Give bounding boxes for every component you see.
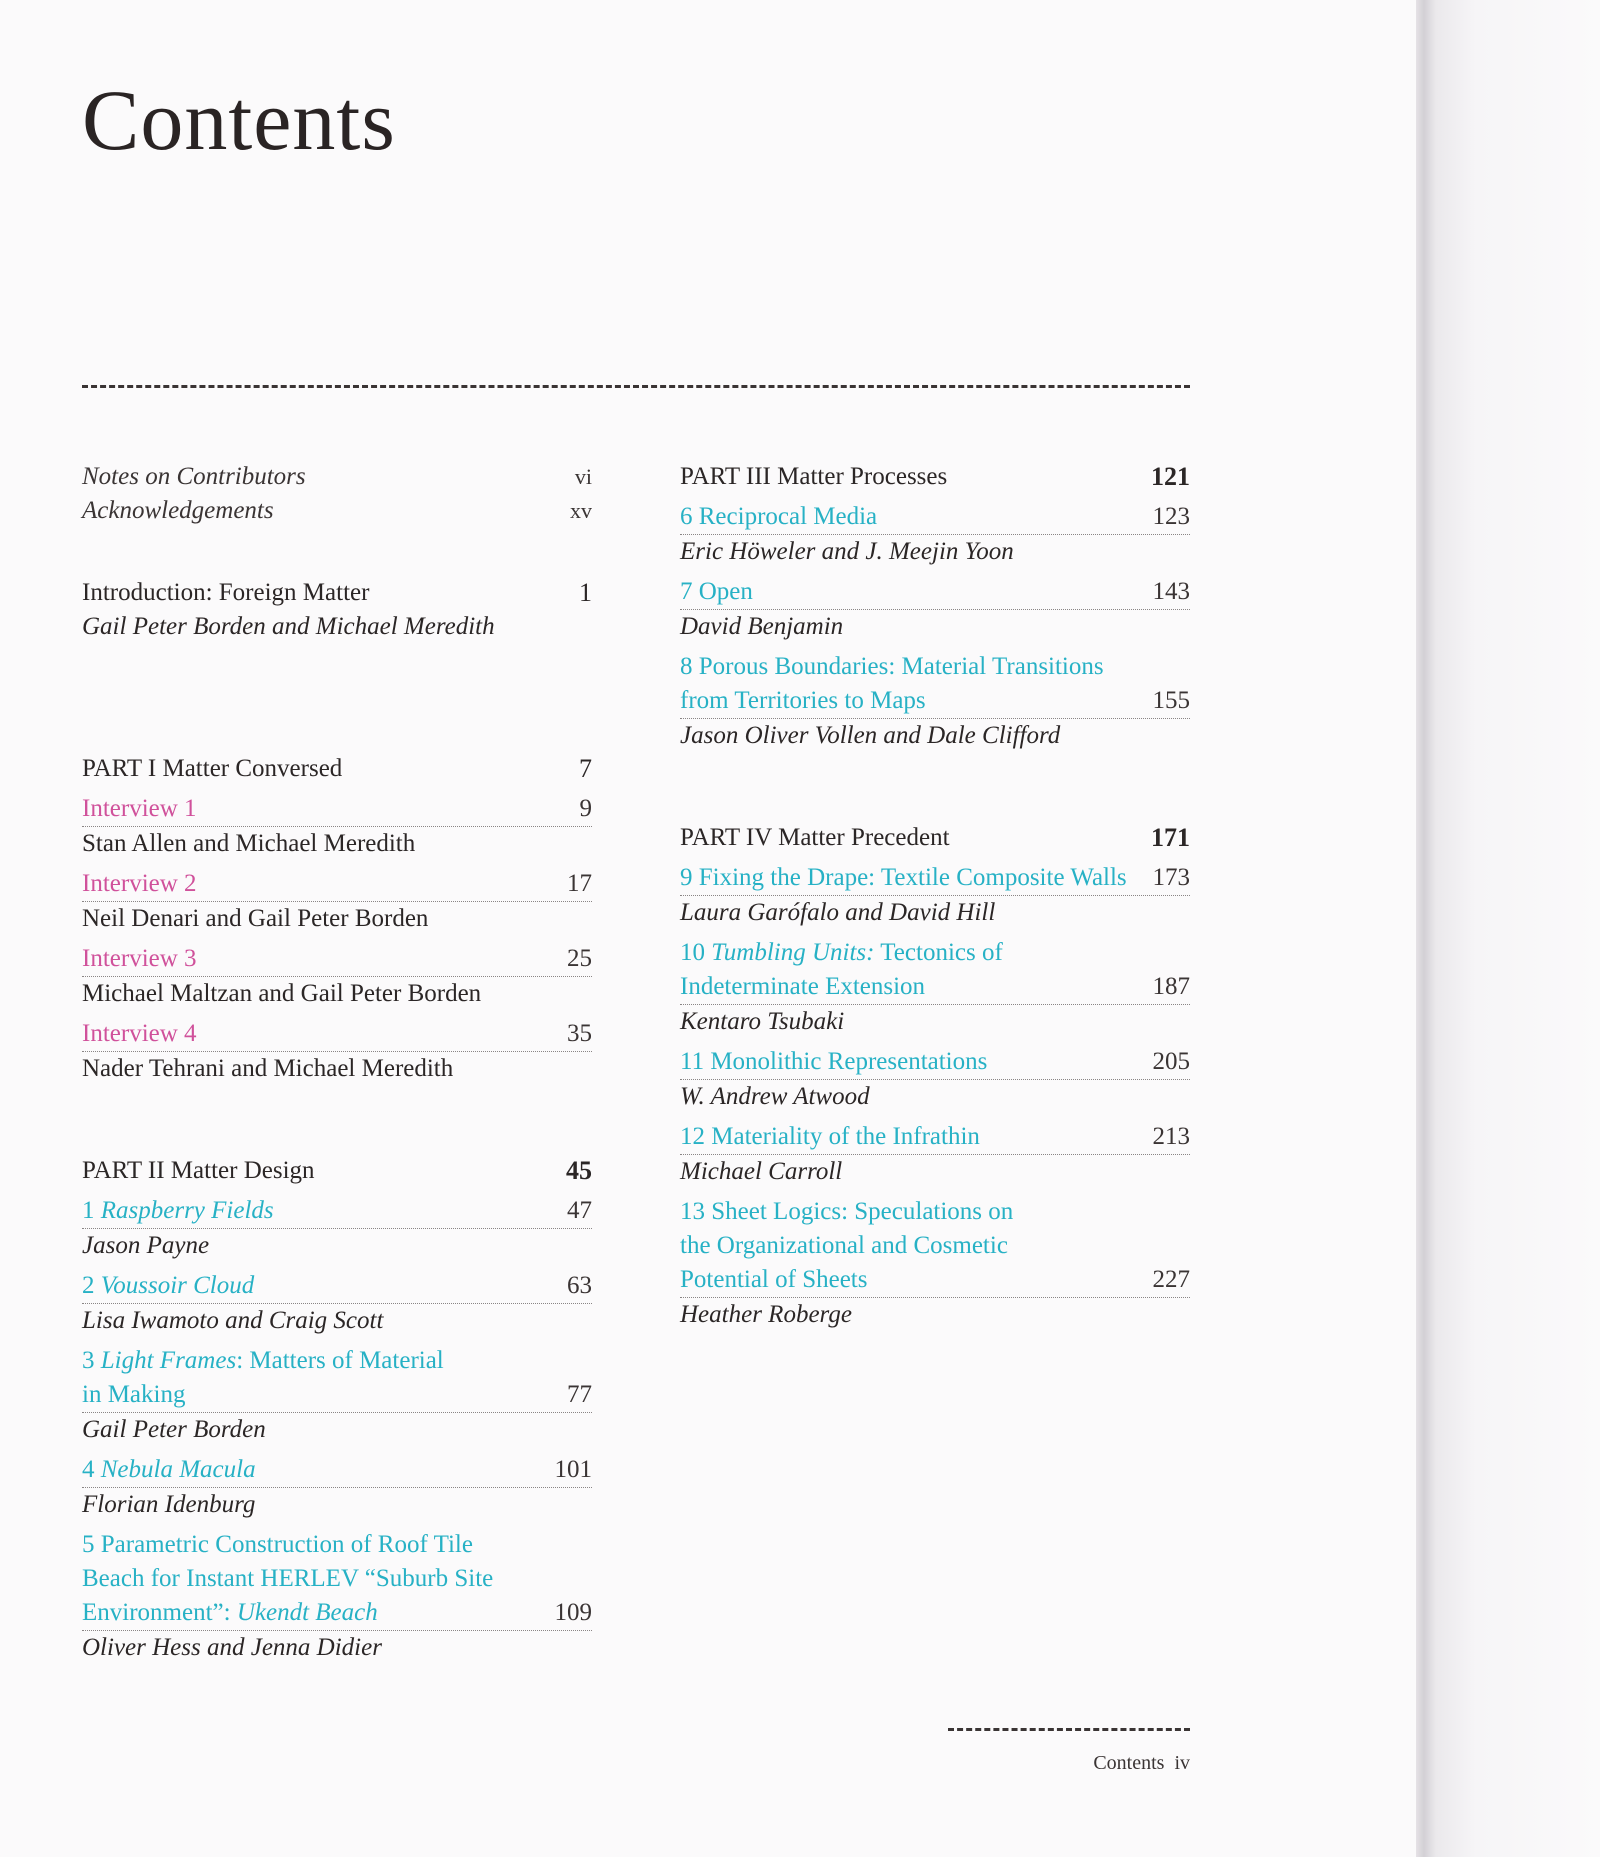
entry-title: Light Frames (100, 1347, 237, 1374)
entry-title: Tumbling Units: (711, 939, 875, 966)
part-title: PART III Matter Processes (680, 463, 948, 490)
toc-entry[interactable] (680, 500, 1190, 535)
toc-entry[interactable] (82, 1269, 592, 1304)
entry-title: 12 Materiality of the Infrathin (680, 1123, 980, 1150)
chapter-number: 10 (680, 939, 705, 966)
page-number: 63 (567, 1272, 592, 1299)
page-number: 187 (1152, 973, 1190, 1000)
entry-title: Interview 1 (82, 795, 197, 822)
part-title: PART I Matter Conversed (82, 755, 343, 782)
page-number: 155 (1152, 687, 1190, 714)
entry-title: 9 Fixing the Drape: Textile Composite Walls (680, 864, 1127, 891)
front-matter-item[interactable] (82, 460, 592, 494)
page-number: vi (574, 464, 592, 489)
entry-title: Introduction: Foreign Matter (82, 579, 370, 606)
entry-author: Heather Roberge (680, 1301, 852, 1328)
part-title: PART II Matter Design (82, 1157, 315, 1184)
entry-author: Jason Payne (82, 1232, 210, 1259)
page-number: 109 (554, 1599, 592, 1626)
toc-entry[interactable] (82, 1528, 592, 1631)
page-number: 9 (579, 795, 592, 822)
toc-entry[interactable] (82, 1453, 592, 1488)
entry-title: Raspberry Fields (100, 1197, 274, 1224)
entry-title-rest: : Matters of Material (236, 1347, 444, 1374)
front-matter-label: Acknowledgements (82, 497, 274, 524)
page-number: 1 (579, 578, 592, 607)
toc-entry[interactable] (82, 1017, 592, 1052)
entry-title-rest: Beach for Instant HERLEV “Suburb Site (82, 1565, 494, 1592)
chapter-number: 2 (82, 1272, 95, 1299)
entry-title-rest: Potential of Sheets (680, 1266, 868, 1293)
front-matter-label: Notes on Contributors (82, 463, 306, 490)
entry-title: Interview 3 (82, 945, 197, 972)
entry-title: 11 Monolithic Representations (680, 1048, 988, 1075)
toc-entry[interactable] (680, 650, 1190, 719)
entry-title-rest: in Making (82, 1381, 186, 1408)
entry-title: 6 Reciprocal Media (680, 503, 878, 530)
page-number: xv (570, 498, 592, 523)
page-number: 213 (1152, 1123, 1190, 1150)
toc-entry[interactable] (82, 867, 592, 902)
entry-title-rest: from Territories to Maps (680, 687, 926, 714)
footer-label: Contents (1093, 1752, 1165, 1774)
book-spine-shadow (1416, 0, 1600, 1857)
entry-author: Kentaro Tsubaki (680, 1008, 845, 1035)
entry-author: Neil Denari and Gail Peter Borden (82, 905, 429, 932)
divider-top (82, 385, 1190, 388)
page-number: 47 (567, 1197, 592, 1224)
entry-title-rest: the Organizational and Cosmetic (680, 1232, 1008, 1259)
page-number: 227 (1152, 1266, 1190, 1293)
entry-author: Laura Garófalo and David Hill (680, 899, 996, 926)
toc-entry[interactable] (680, 1195, 1190, 1298)
page-number: 205 (1152, 1048, 1190, 1075)
contents-column-right (680, 460, 1190, 1332)
part-heading[interactable] (82, 1154, 592, 1188)
page-number: 17 (567, 870, 592, 897)
chapter-number: 4 (82, 1456, 95, 1483)
chapter-number: 3 (82, 1347, 95, 1374)
entry-title: 8 Porous Boundaries: Material Transitions (680, 653, 1104, 680)
entry-author: Nader Tehrani and Michael Meredith (82, 1055, 454, 1082)
page-number: 25 (567, 945, 592, 972)
toc-entry[interactable] (680, 861, 1190, 896)
page-number: 121 (1151, 462, 1190, 491)
toc-entry[interactable] (680, 1045, 1190, 1080)
entry-title-rest: Tectonics of (874, 939, 1003, 966)
entry-title-italic: Ukendt Beach (236, 1599, 378, 1626)
entry-title: Nebula Macula (100, 1456, 256, 1483)
entry-author: Jason Oliver Vollen and Dale Clifford (680, 722, 1061, 749)
entry-author: Gail Peter Borden (82, 1416, 266, 1443)
entry-author: Michael Carroll (680, 1158, 843, 1185)
part-heading[interactable] (680, 460, 1190, 494)
page-number: 171 (1151, 823, 1190, 852)
entry-author: Gail Peter Borden and Michael Meredith (82, 613, 495, 640)
entry-title: Interview 4 (82, 1020, 197, 1047)
contents-column-left (82, 460, 592, 1665)
entry-author: W. Andrew Atwood (680, 1083, 870, 1110)
page-number: 45 (566, 1156, 592, 1185)
introduction-entry[interactable] (82, 576, 592, 644)
entry-title-rest: Environment”: (82, 1599, 237, 1626)
part-title: PART IV Matter Precedent (680, 824, 950, 851)
entry-author: Stan Allen and Michael Meredith (82, 830, 416, 857)
entry-title: 13 Sheet Logics: Speculations on (680, 1198, 1014, 1225)
toc-entry[interactable] (82, 1194, 592, 1229)
entry-author: Oliver Hess and Jenna Didier (82, 1634, 382, 1661)
page-number: 7 (579, 754, 592, 783)
part-heading[interactable] (680, 821, 1190, 855)
toc-entry[interactable] (82, 1344, 592, 1413)
front-matter-item[interactable] (82, 494, 592, 528)
entry-author: Lisa Iwamoto and Craig Scott (82, 1307, 384, 1334)
divider-footer (948, 1728, 1190, 1731)
toc-entry[interactable] (82, 942, 592, 977)
entry-title: Interview 2 (82, 870, 197, 897)
page-number: 143 (1152, 578, 1190, 605)
entry-title: 5 Parametric Construction of Roof Tile (82, 1531, 473, 1558)
entry-author: Florian Idenburg (82, 1491, 256, 1518)
toc-entry[interactable] (680, 1120, 1190, 1155)
page-number: 77 (567, 1381, 592, 1408)
page-title: Contents (82, 72, 396, 168)
toc-entry[interactable] (82, 792, 592, 827)
chapter-number: 1 (82, 1197, 95, 1224)
page-number: 123 (1152, 503, 1190, 530)
entry-title: Voussoir Cloud (100, 1272, 255, 1299)
page-number: 35 (567, 1020, 592, 1047)
running-footer (948, 1752, 1190, 1775)
entry-author: Michael Maltzan and Gail Peter Borden (82, 980, 482, 1007)
page-number: 173 (1152, 864, 1190, 891)
toc-entry[interactable] (680, 575, 1190, 610)
entry-author: David Benjamin (680, 613, 844, 640)
toc-entry[interactable] (680, 936, 1190, 1005)
entry-title-rest: Indeterminate Extension (680, 973, 926, 1000)
entry-author: Eric Höweler and J. Meejin Yoon (680, 538, 1014, 565)
part-heading[interactable] (82, 752, 592, 786)
entry-title: 7 Open (680, 578, 753, 605)
page-number: 101 (554, 1456, 592, 1483)
footer-page-number: iv (1174, 1752, 1190, 1774)
